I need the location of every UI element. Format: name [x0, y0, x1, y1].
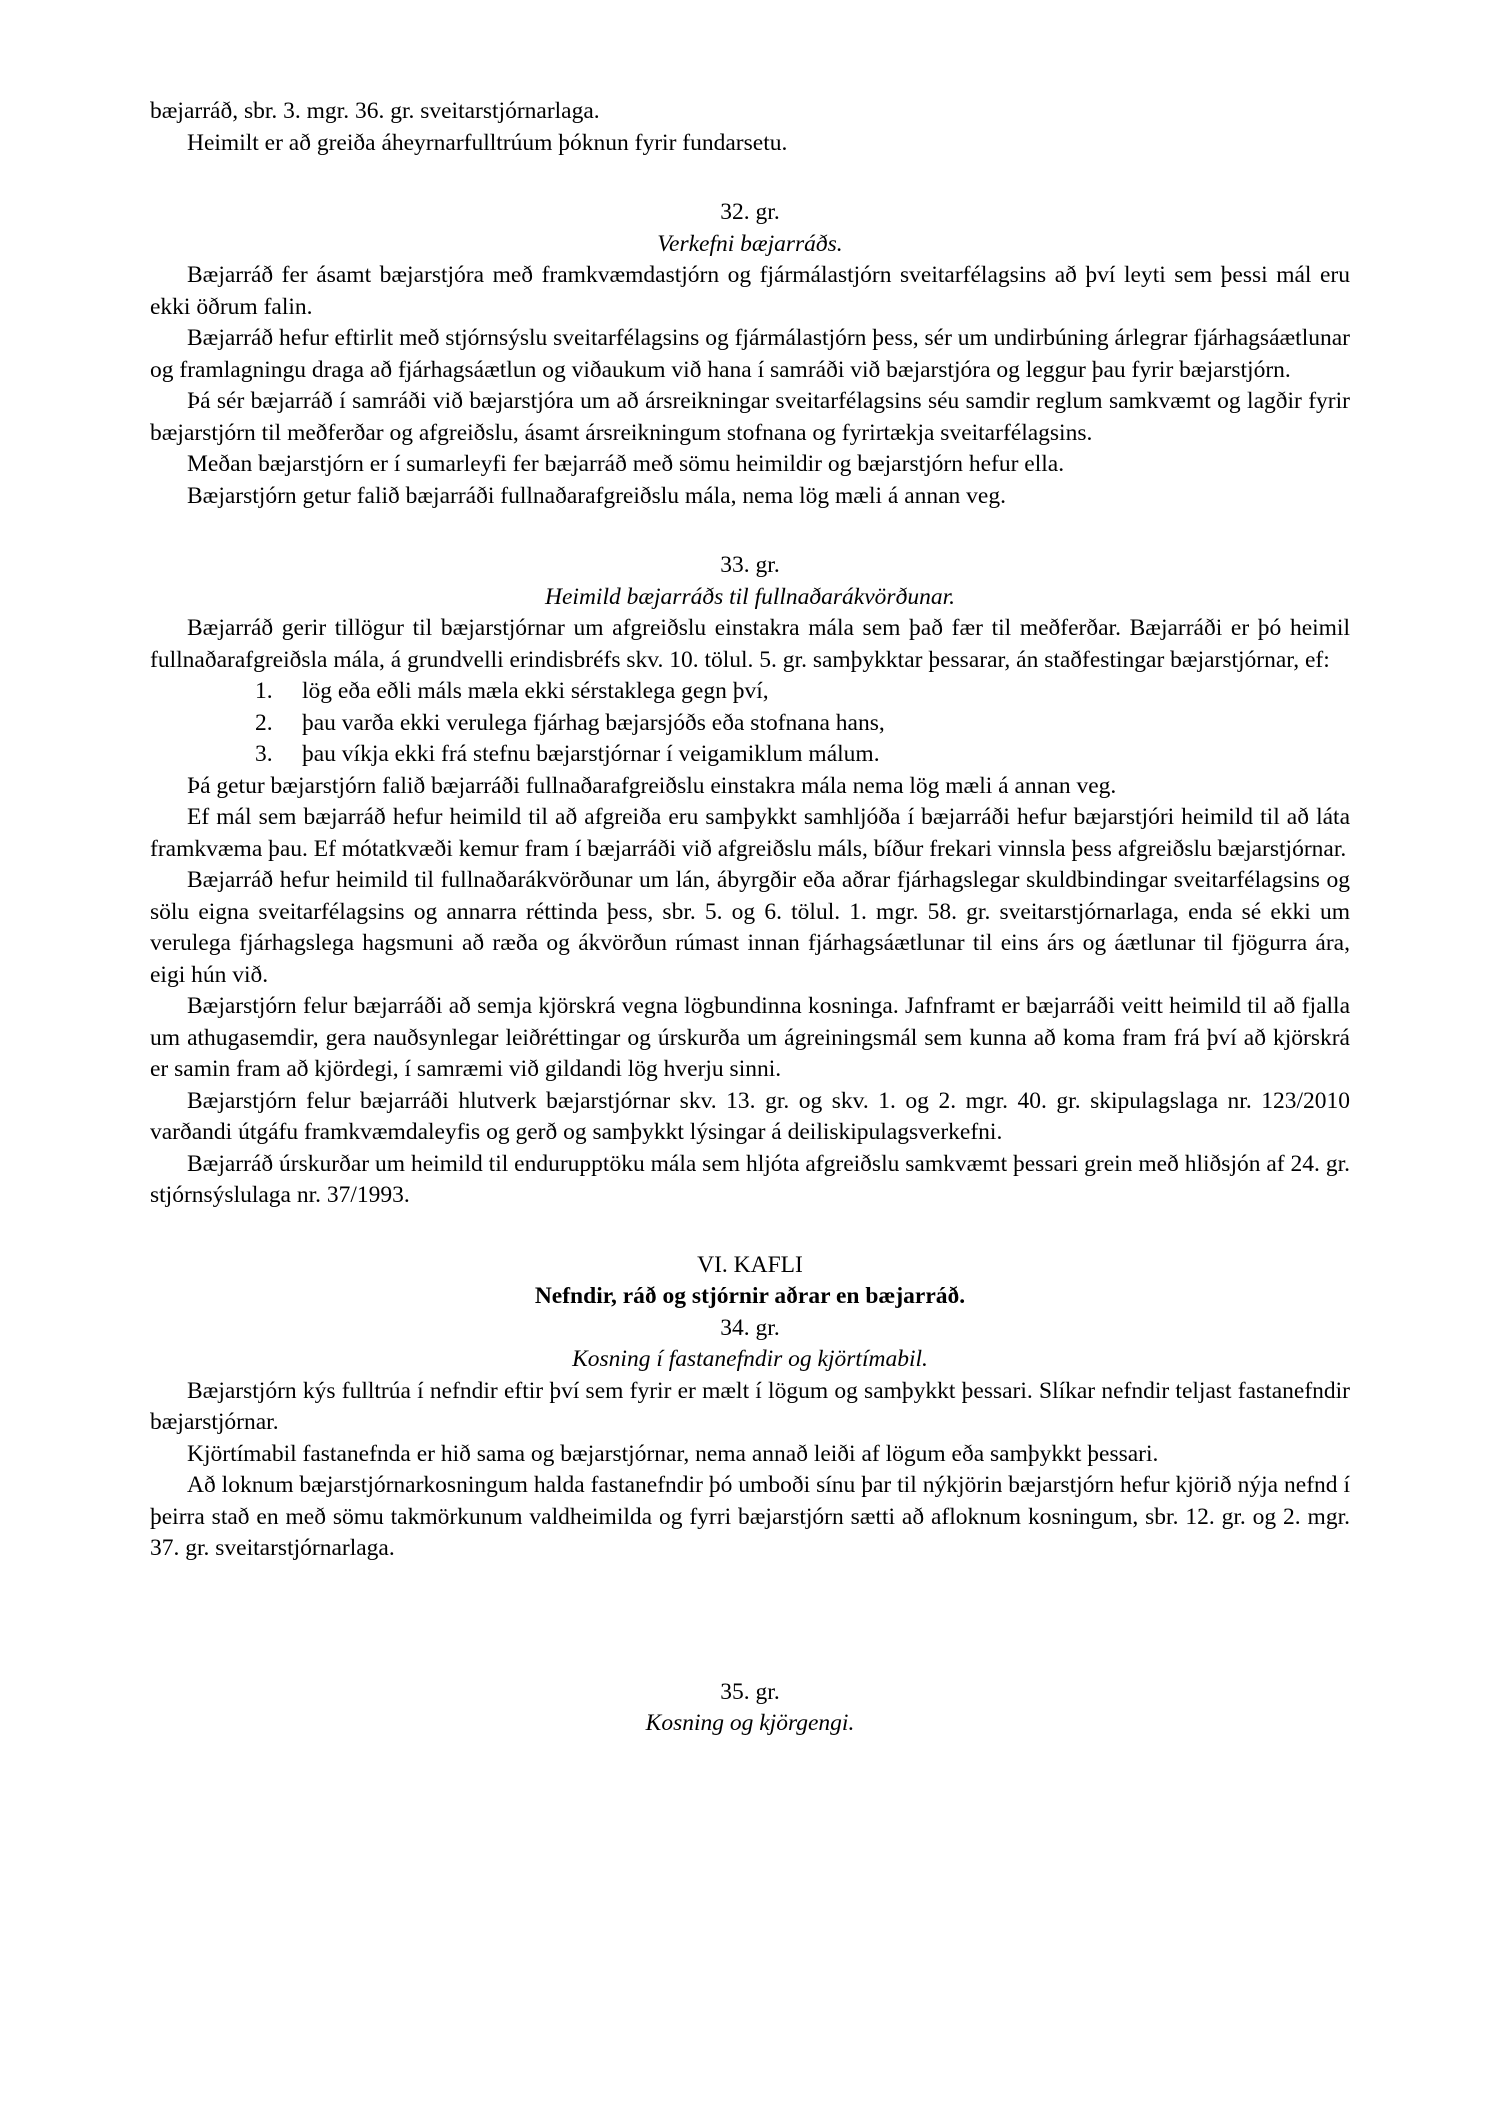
- document-content: [150, 96, 1350, 1740]
- paragraph: Bæjarráð hefur eftirlit með stjórnsýslu sveitarfélagsins og fjármálastjórn þess, sér um undirbúning árlegrar fjárhagsáætlunar og framlagningu draga að fjárhagsáætlun og viðaukum við hana í samráði við bæjarstjóra og leggur þau fyrir bæjarstjórn.: [150, 325, 1350, 383]
- paragraph: Þá sér bæjarráð í samráði við bæjarstjóra um að ársreikningar sveitarfélagsins séu samdir reglum samkvæmt og lagðir fyrir bæjarstjórn til meðferðar og afgreiðslu, ásamt ársreikningum stofnana og fyrirtækja sveitarfélagsins.: [150, 388, 1350, 446]
- list-item: [150, 676, 1350, 708]
- article-number-heading: 32. gr.: [720, 199, 780, 225]
- list-item: [150, 708, 1350, 740]
- list-number: 2.: [255, 709, 273, 736]
- spacer: [150, 512, 1350, 550]
- paragraph: Bæjarráð fer ásamt bæjarstjóra með framkvæmdastjórn og fjármálastjórn sveitarfélagsins að því leyti sem þessi mál eru ekki öðrum falin.: [150, 262, 1350, 320]
- article-title: Heimild bæjarráðs til fullnaðarákvörðunar.: [545, 583, 955, 610]
- list-item: [150, 739, 1350, 771]
- spacer: [150, 1212, 1350, 1250]
- article-title: Kosning og kjörgengi.: [645, 1710, 855, 1736]
- list-text: þau varða ekki verulega fjárhag bæjarsjóðs eða stofnana hans,: [302, 709, 885, 736]
- article-number-heading: 35. gr.: [720, 1678, 780, 1705]
- article-title: Verkefni bæjarráðs.: [657, 230, 843, 257]
- list-text: lög eða eðli máls mæla ekki sérstaklega gegn því,: [302, 678, 769, 704]
- list-number: 3.: [255, 741, 273, 767]
- list-number: 1.: [255, 678, 273, 704]
- paragraph: Bæjarstjórn kýs fulltrúa í nefndir eftir því sem fyrir er mælt í lögum og samþykkt þessari. Slíkar nefndir teljast fastanefndir bæjarstjórnar.: [150, 1377, 1350, 1435]
- spacer: [150, 1565, 1350, 1677]
- paragraph: Bæjarráð úrskurðar um heimild til endurupptöku mála sem hljóta afgreiðslu samkvæmt þessari grein með hliðsjón af 24. gr. stjórnsýslulaga nr. 37/1993.: [150, 1150, 1350, 1208]
- spacer: [150, 159, 1350, 197]
- paragraph: Heimilt er að greiða áheyrnarfulltrúum þóknun fyrir fundarsetu.: [187, 129, 788, 156]
- paragraph: Að loknum bæjarstjórnarkosningum halda fastanefndir þó umboði sínu þar til nýkjörin bæjarstjórn hefur kjörið nýja nefnd í þeirra stað en með sömu takmörkunum valdheimilda og fyrri bæjarstjórn sætti að afloknum kosningum, sbr. 12. gr. og 2. mgr. 37. gr. sveitarstjórnarlaga.: [150, 1472, 1350, 1561]
- article-title: Kosning í fastanefndir og kjörtímabil.: [572, 1346, 928, 1372]
- list-text: þau víkja ekki frá stefnu bæjarstjórnar í veigamiklum málum.: [302, 741, 880, 767]
- article-number-heading: 34. gr.: [720, 1314, 780, 1341]
- paragraph: Meðan bæjarstjórn er í sumarleyfi fer bæjarráð með sömu heimildir og bæjarstjórn hefur ella.: [187, 451, 1065, 477]
- article-number-heading: 33. gr.: [720, 552, 780, 578]
- paragraph: Bæjarráð gerir tillögur til bæjarstjórnar um afgreiðslu einstakra mála sem það fær til meðferðar. Bæjarráði er þó heimil fullnaðarafgreiðsla mála, á grundvelli erindisbréfs skv. 10. tölul. 5. gr. samþykktar þessarar, án staðfestingar bæjarstjórnar, ef:: [150, 615, 1350, 673]
- paragraph: Bæjarstjórn getur falið bæjarráði fullnaðarafgreiðslu mála, nema lög mæli á annan veg.: [187, 482, 1006, 509]
- paragraph: bæjarráð, sbr. 3. mgr. 36. gr. sveitarstjórnarlaga.: [150, 98, 600, 124]
- article-number-heading: VI. KAFLI: [697, 1251, 803, 1278]
- paragraph: Ef mál sem bæjarráð hefur heimild til að afgreiða eru samþykkt samhljóða í bæjarráði hefur bæjarstjóri heimild til að láta framkvæma þau. Ef mótatkvæði kemur fram í bæjarráði við afgreiðslu máls, bíður frekari vinnsla þess afgreiðslu bæjarstjórnar.: [150, 804, 1350, 862]
- paragraph: Þá getur bæjarstjórn falið bæjarráði fullnaðarafgreiðslu einstakra mála nema lög mæli á annan veg.: [187, 772, 1117, 799]
- paragraph: Bæjarstjórn felur bæjarráði hlutverk bæjarstjórnar skv. 13. gr. og skv. 1. og 2. mgr. 40. gr. skipulagslaga nr. 123/2010 varðandi útgáfu framkvæmdaleyfis og gerð og samþykkt lýsingar á deiliskipulagsverkefni.: [150, 1087, 1350, 1145]
- paragraph: Kjörtímabil fastanefnda er hið sama og bæjarstjórnar, nema annað leiði af lögum eða samþykkt þessari.: [187, 1440, 1159, 1467]
- paragraph: Bæjarráð hefur heimild til fullnaðarákvörðunar um lán, ábyrgðir eða aðrar fjárhagslegar skuldbindingar sveitarfélagsins og sölu eigna sveitarfélagsins og annarra réttinda þess, sbr. 5. og 6. tölul. 1. mgr. 58. gr. sveitarstjórnarlaga, enda sé ekki um verulega fjárhagslega hagsmuni að ræða og ákvörðun rúmast innan fjárhagsáætlunar til eins árs og áætlunar til fjögurra ára, eigi hún við.: [150, 867, 1350, 988]
- chapter-title: Nefndir, ráð og stjórnir aðrar en bæjarráð.: [534, 1283, 966, 1309]
- paragraph: Bæjarstjórn felur bæjarráði að semja kjörskrá vegna lögbundinna kosninga. Jafnframt er bæjarráði veitt heimild til að fjalla um athugasemdir, gera nauðsynlegar leiðréttingar og úrskurða um ágreiningsmál sem kunna að koma fram frá því að kjörskrá er samin fram að kjördegi, í samræmi við gildandi lög hverju sinni.: [150, 993, 1350, 1082]
